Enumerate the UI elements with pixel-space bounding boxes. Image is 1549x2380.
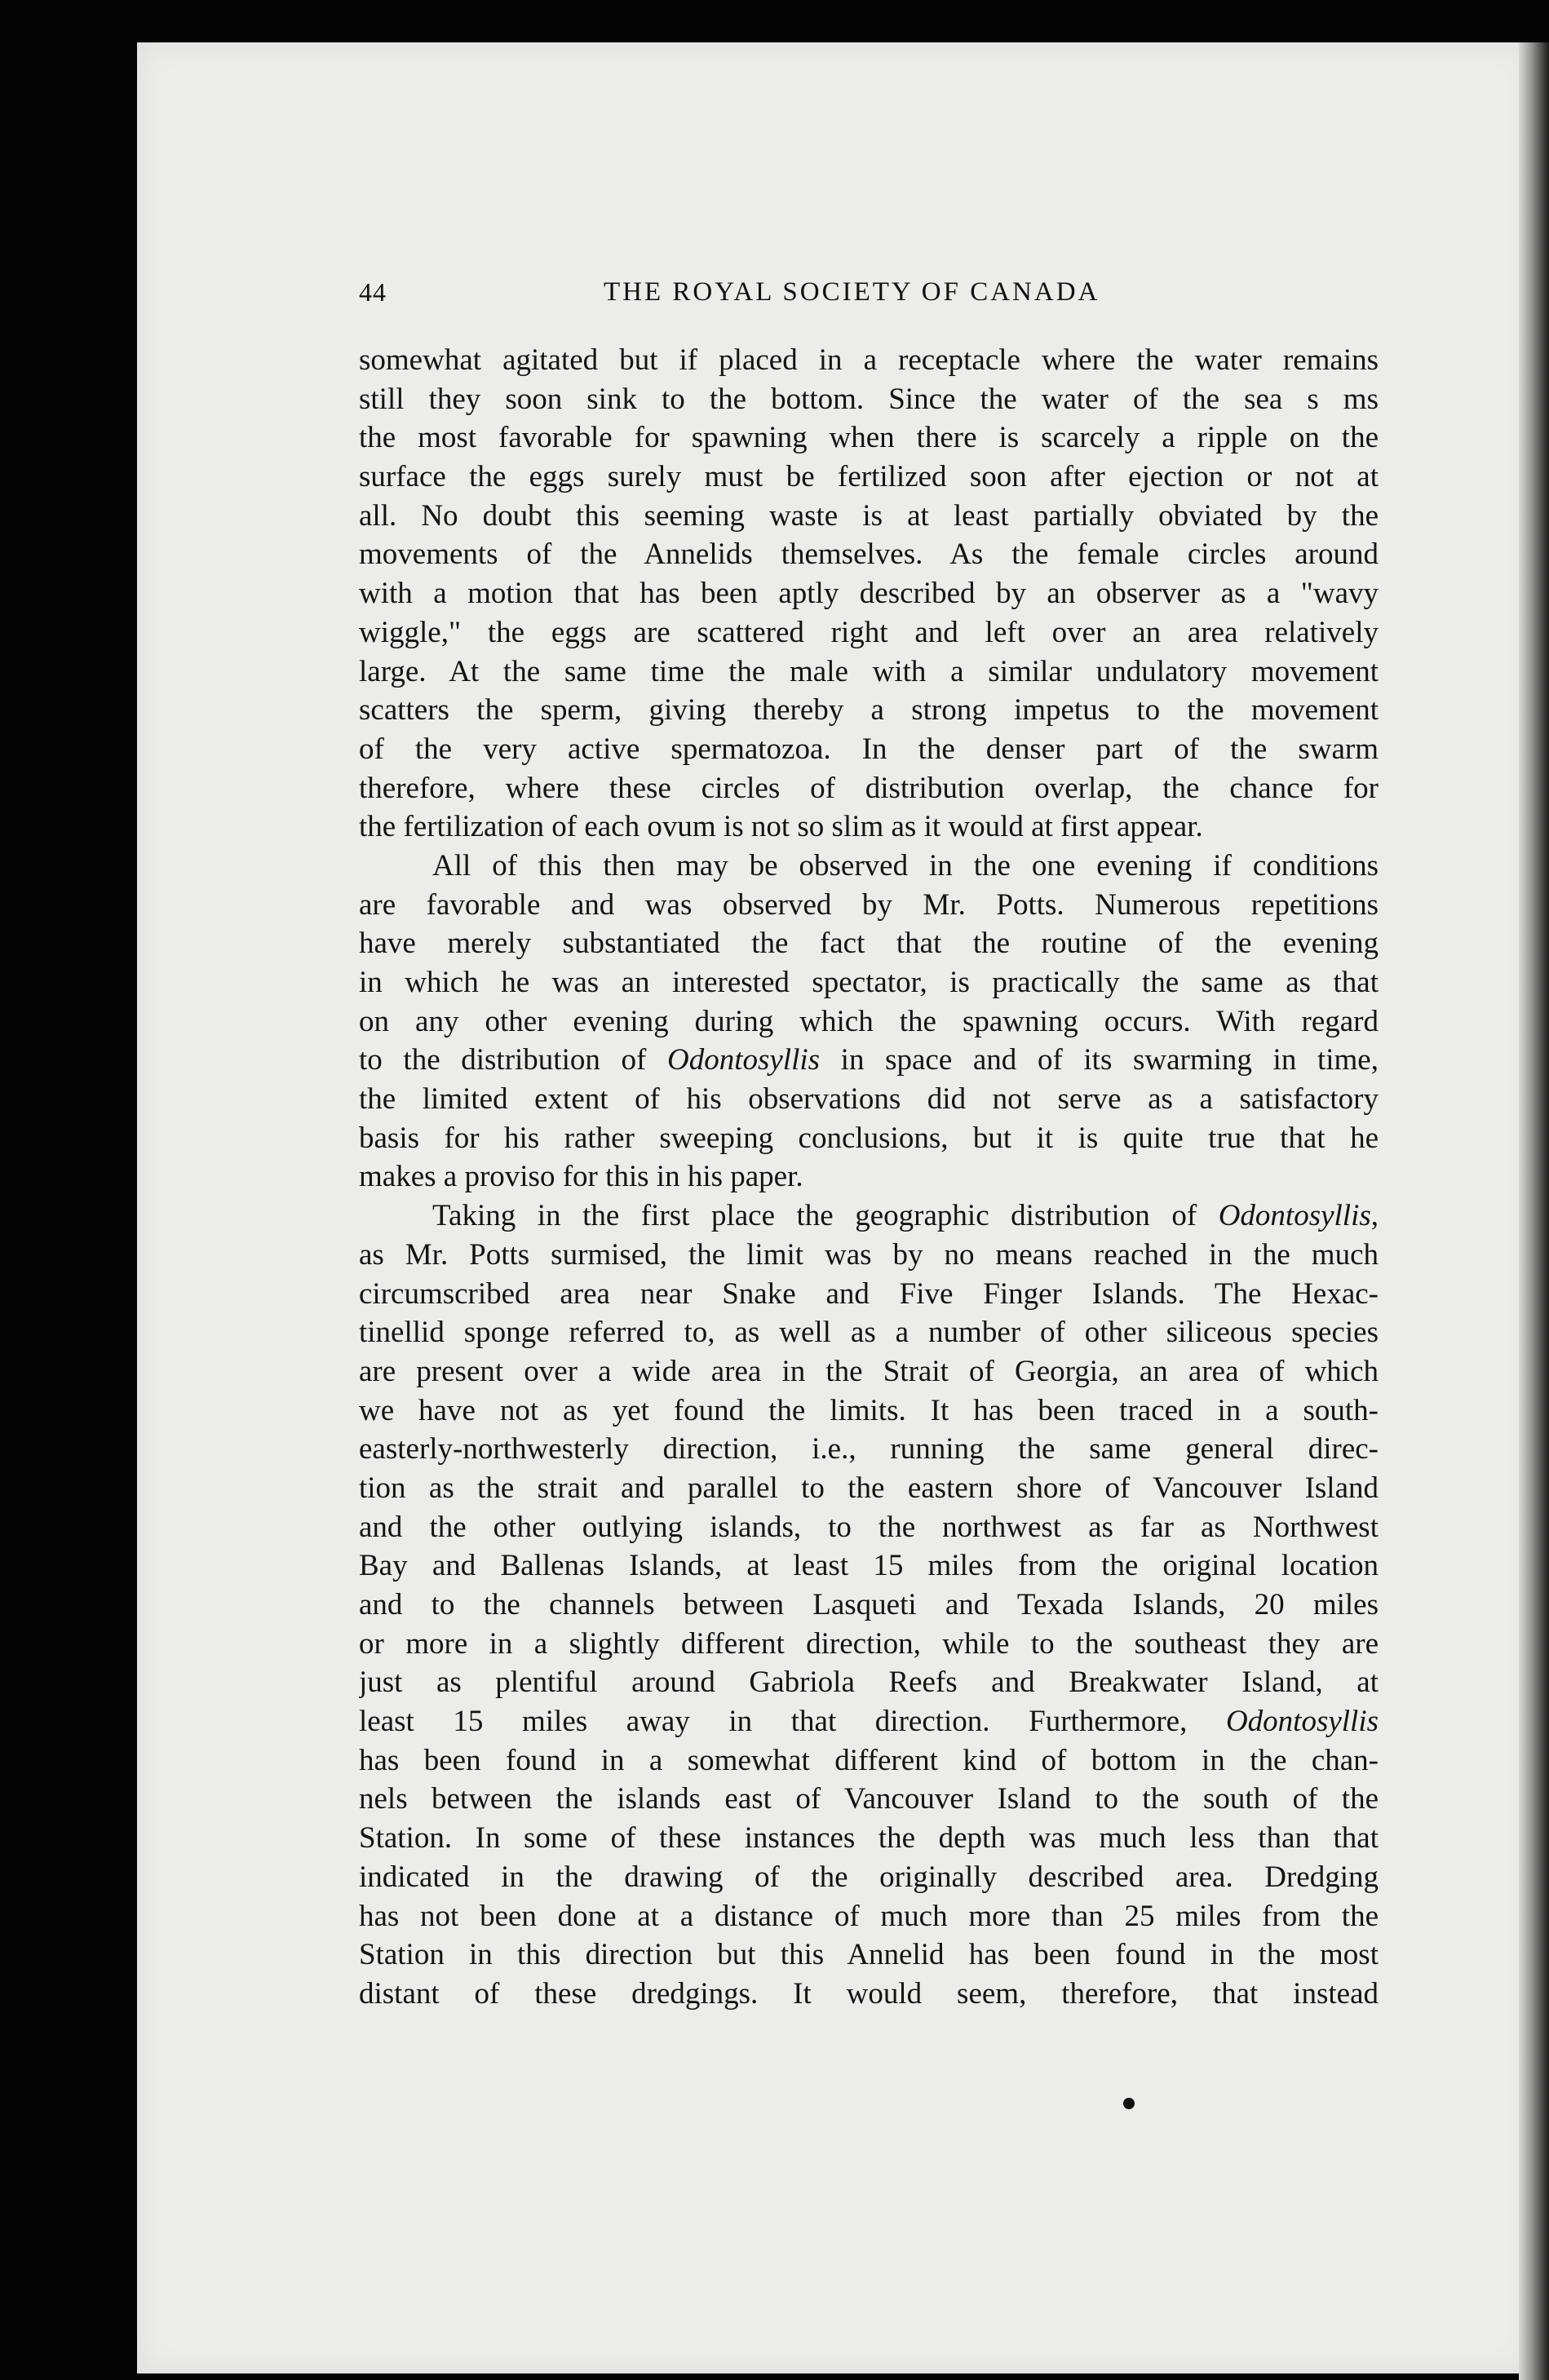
- text-line: distant of these dredgings. It would seem, therefore, that instead: [359, 1976, 1379, 2011]
- text-line: nels between the islands east of Vancouver Island to the south of the: [359, 1782, 1379, 1816]
- text-line: therefore, where these circles of distribution overlap, the chance for: [359, 771, 1379, 805]
- text-line: Station. In some of these instances the depth was much less than that: [359, 1821, 1379, 1856]
- text-line: of the very active spermatozoa. In the denser part of the swarm: [359, 732, 1379, 766]
- text-line: the fertilization of each ovum is not so slim as it would at first appear.: [359, 810, 1203, 844]
- text-line: are present over a wide area in the Strait of Georgia, an area of which: [359, 1354, 1379, 1388]
- text-line: scatters the sperm, giving thereby a strong impetus to the movement: [359, 693, 1379, 728]
- page-number: 44: [359, 277, 387, 307]
- text-line: have merely substantiated the fact that the routine of the evening: [359, 927, 1379, 961]
- text-line: basis for his rather sweeping conclusions, but it is quite true that he: [359, 1121, 1379, 1155]
- text-line: as Mr. Potts surmised, the limit was by no means reached in the much: [359, 1237, 1379, 1272]
- text-line: wiggle," the eggs are scattered right and left over an area relatively: [359, 615, 1379, 649]
- text-line: with a motion that has been aptly described by an observer as a "wavy: [359, 577, 1379, 611]
- text-line: circumscribed area near Snake and Five Finger Islands. The Hexac-: [359, 1276, 1379, 1311]
- text-line: on any other evening during which the spawning occurs. With regard: [359, 1004, 1379, 1038]
- text-line: has not been done at a distance of much more than 25 miles from the: [359, 1899, 1379, 1933]
- text-line: least 15 miles away in that direction. Furthermore, Odontosyllis: [359, 1705, 1379, 1739]
- text-line: still they soon sink to the bottom. Since the water of the sea s ms: [359, 382, 1379, 416]
- text-line: Taking in the first place the geographic distribution of Odontosyllis,: [432, 1199, 1379, 1233]
- text-line: easterly-northwesterly direction, i.e., running the same general direc-: [359, 1432, 1379, 1466]
- text-line: to the distribution of Odontosyllis in space and of its swarming in time,: [359, 1043, 1379, 1077]
- text-line: Bay and Ballenas Islands, at least 15 miles from the original location: [359, 1549, 1379, 1583]
- text-line: are favorable and was observed by Mr. Potts. Numerous repetitions: [359, 887, 1379, 922]
- text-line: tinellid sponge referred to, as well as a number of other siliceous species: [359, 1316, 1379, 1350]
- text-line: all. No doubt this seeming waste is at least partially obviated by the: [359, 498, 1379, 533]
- text-line: the most favorable for spawning when there is scarcely a ripple on the: [359, 421, 1379, 455]
- text-line: we have not as yet found the limits. It has been traced in a south-: [359, 1393, 1379, 1427]
- text-line: somewhat agitated but if placed in a receptacle where the water remains: [359, 343, 1379, 377]
- running-head: THE ROYAL SOCIETY OF CANADA: [604, 277, 1100, 307]
- text-line: large. At the same time the male with a similar undulatory movement: [359, 654, 1379, 688]
- text-line: and the other outlying islands, to the northwest as far as Northwest: [359, 1510, 1379, 1544]
- text-line: tion as the strait and parallel to the eastern shore of Vancouver Island: [359, 1471, 1379, 1505]
- text-line: has been found in a somewhat different kind of bottom in the chan-: [359, 1743, 1379, 1777]
- text-line: All of this then may be observed in the one evening if conditions: [432, 848, 1379, 883]
- text-line: the limited extent of his observations did not serve as a satisfactory: [359, 1082, 1379, 1117]
- text-line: and to the channels between Lasqueti and Texada Islands, 20 miles: [359, 1588, 1379, 1621]
- text-line: just as plentiful around Gabriola Reefs and Breakwater Island, at: [359, 1666, 1379, 1700]
- text-line: makes a proviso for this in his paper.: [359, 1160, 803, 1194]
- page-header: [359, 277, 1379, 318]
- body-text: [359, 341, 1379, 2014]
- text-line: or more in a slightly different direction, while to the southeast they are: [359, 1626, 1379, 1661]
- text-line: movements of the Annelids themselves. As the female circles around: [359, 537, 1379, 572]
- page-edge: [1519, 42, 1549, 2380]
- text-line: in which he was an interested spectator, is practically the same as that: [359, 966, 1379, 999]
- text-line: Station in this direction but this Annelid has been found in the most: [359, 1938, 1379, 1972]
- text-line: surface the eggs surely must be fertilized soon after ejection or not at: [359, 460, 1379, 494]
- text-line: indicated in the drawing of the originally described area. Dredging: [359, 1860, 1379, 1894]
- ink-dot: [1123, 2098, 1135, 2109]
